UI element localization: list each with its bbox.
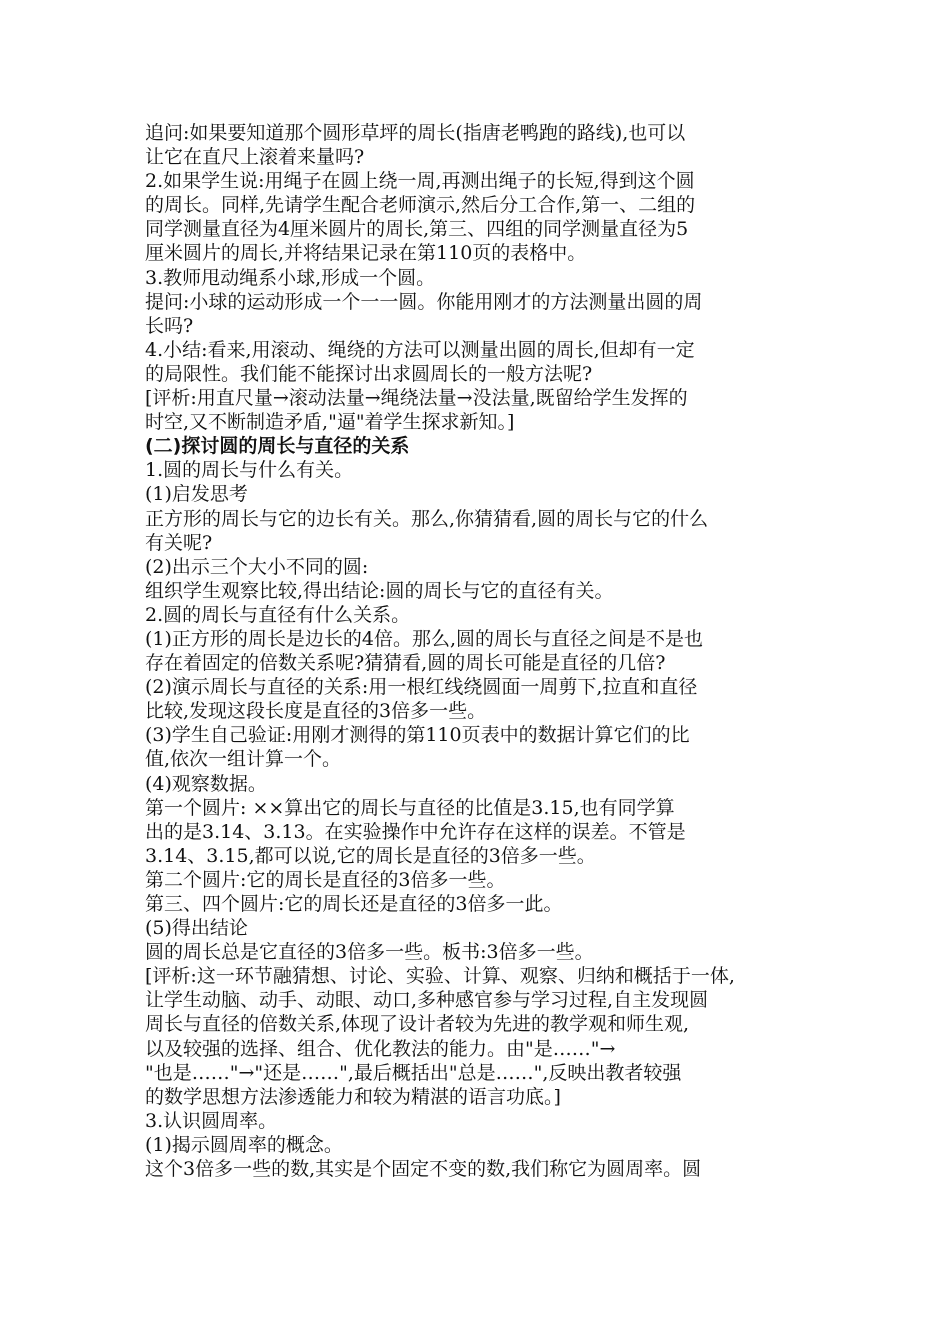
text-line: 第一个圆片: ××算出它的周长与直径的比值是3.15,也有同学算	[145, 796, 675, 819]
text-line: 长吗?	[145, 314, 194, 337]
text-line: (3)学生自己验证:用刚才测得的第110页表中的数据计算它们的比	[145, 724, 690, 747]
text-line: 存在着固定的倍数关系呢?猜猜看,圆的周长可能是直径的几倍?	[145, 652, 666, 675]
text-line: 第二个圆片:它的周长是直径的3倍多一些。	[145, 868, 506, 891]
comment-line: 时空,又不断制造矛盾,"逼"着学生探求新知。]	[145, 411, 515, 434]
comment-line: [评析:这一环节融猜想、讨论、实验、计算、观察、归纳和概括于一体,	[145, 965, 735, 988]
comment-line: 让学生动脑、动手、动眼、动口,多种感官参与学习过程,自主发现圆	[145, 989, 709, 1012]
text-line: 厘米圆片的周长,并将结果记录在第110页的表格中。	[145, 242, 587, 265]
text-line: 正方形的周长与它的边长有关。那么,你猜猜看,圆的周长与它的什么	[145, 507, 709, 530]
text-line: 比较,发现这段长度是直径的3倍多一些。	[145, 700, 487, 723]
text-line: (1)启发思考	[145, 483, 248, 506]
comment-line: 周长与直径的倍数关系,体现了设计者较为先进的教学观和师生观,	[145, 1013, 690, 1036]
text-line: (4)观察数据。	[145, 772, 267, 795]
text-line: (1)揭示圆周率的概念。	[145, 1133, 343, 1156]
text-line: 出的是3.14、3.13。在实验操作中允许存在这样的误差。不管是	[145, 820, 686, 843]
text-line: 同学测量直径为4厘米圆片的周长,第三、四组的同学测量直径为5	[145, 218, 689, 241]
text-line: (1)正方形的周长是边长的4倍。那么,圆的周长与直径之间是不是也	[145, 627, 704, 650]
text-line: 2.圆的周长与直径有什么关系。	[145, 603, 411, 626]
section-heading: (二)探讨圆的周长与直径的关系	[145, 435, 410, 458]
comment-line: [评析:用直尺量→滚动法量→绳绕法量→没法量,既留给学生发挥的	[145, 387, 688, 410]
text-line: 有关呢?	[145, 531, 213, 554]
text-line: 让它在直尺上滚着来量吗?	[145, 146, 365, 169]
text-line: 圆的周长总是它直径的3倍多一些。板书:3倍多一些。	[145, 941, 594, 964]
text-line: 3.认识圆周率。	[145, 1109, 278, 1132]
text-line: 这个3倍多一些的数,其实是个固定不变的数,我们称它为圆周率。圆	[145, 1158, 702, 1181]
text-line: (2)出示三个大小不同的圆:	[145, 555, 369, 578]
document-body	[145, 121, 815, 1181]
text-line: 1.圆的周长与什么有关。	[145, 459, 354, 482]
text-line: 值,依次一组计算一个。	[145, 748, 342, 771]
text-line: 组织学生观察比较,得出结论:圆的周长与它的直径有关。	[145, 579, 614, 602]
text-line: (5)得出结论	[145, 917, 248, 940]
text-line: (2)演示周长与直径的关系:用一根红线绕圆面一周剪下,拉直和直径	[145, 676, 698, 699]
text-line: 的局限性。我们能不能探讨出求圆周长的一般方法呢?	[145, 362, 593, 385]
text-line: 3.14、3.15,都可以说,它的周长是直径的3倍多一些。	[145, 844, 596, 867]
text-line: 提问:小球的运动形成一个一一圆。你能用刚才的方法测量出圆的周	[145, 290, 703, 313]
text-line: 第三、四个圆片:它的周长还是直径的3倍多一此。	[145, 893, 563, 915]
text-line: 的周长。同样,先请学生配合老师演示,然后分工合作,第一、二组的	[145, 194, 696, 217]
text-line: 追问:如果要知道那个圆形草坪的周长(指唐老鸭跑的路线),也可以	[145, 122, 686, 144]
comment-line: 的数学思想方法渗透能力和较为精湛的语言功底。]	[145, 1085, 561, 1108]
text-line: 3.教师甩动绳系小球,形成一个圆。	[145, 266, 436, 289]
comment-line: 以及较强的选择、组合、优化教法的能力。由"是……"→	[145, 1037, 616, 1060]
text-line: 2.如果学生说:用绳子在圆上绕一周,再测出绳子的长短,得到这个圆	[145, 170, 695, 193]
text-line: 4.小结:看来,用滚动、绳绕的方法可以测量出圆的周长,但却有一定	[145, 338, 695, 361]
comment-line: "也是……"→"还是……",最后概括出"总是……",反映出教者较强	[145, 1061, 682, 1084]
